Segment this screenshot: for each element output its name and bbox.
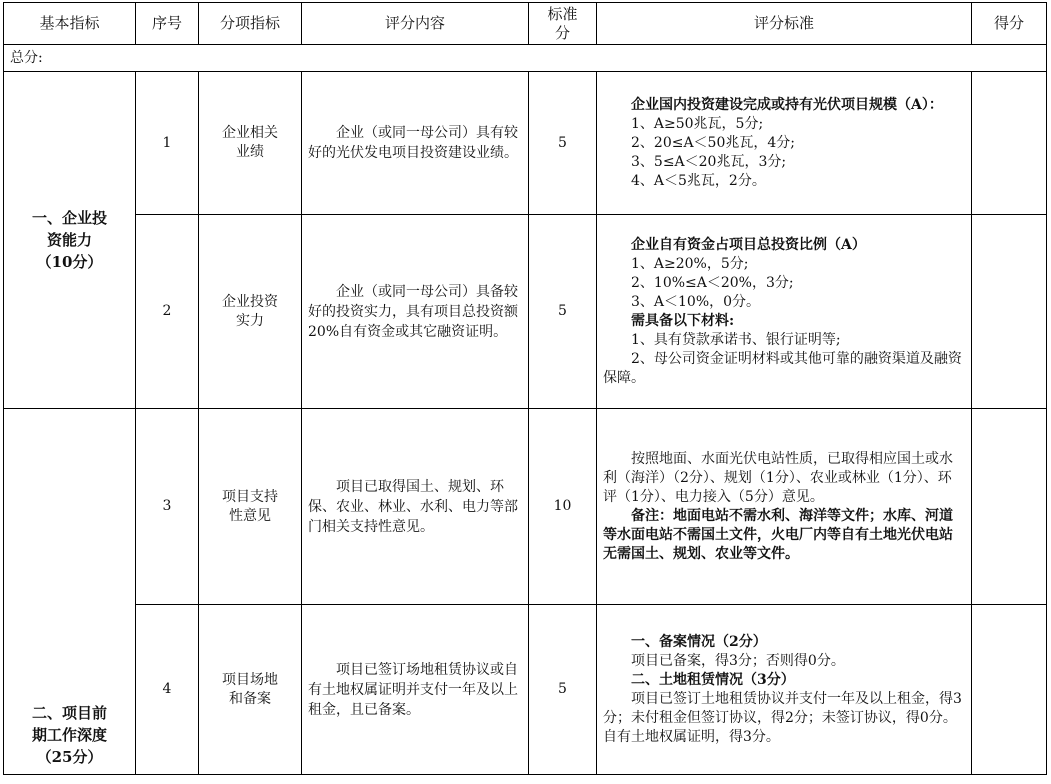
category-line: 二、项目前 (31, 704, 107, 722)
total-label: 总分: (4, 45, 1047, 72)
criteria-line: 项目已备案，得3分；否则得0分。 (631, 652, 845, 669)
header-standard-line1: 标准 (547, 4, 578, 23)
score-cell[interactable] (972, 605, 1047, 775)
content-text: 企业（或同一母公司）具有较好的光伏发电项目投资建设业绩。 (308, 125, 518, 161)
category-preliminary-work (4, 409, 136, 775)
row-number: 3 (136, 409, 199, 605)
criteria-cell (597, 605, 972, 775)
score-cell[interactable] (972, 409, 1047, 605)
category-line: 资能力 (46, 231, 92, 249)
content-cell (302, 409, 529, 605)
content-text: 项目已签订场地租赁协议或自有土地权属证明并支付一年及以上租金，且已备案。 (308, 661, 518, 718)
content-cell (302, 215, 529, 409)
criteria-line: 需具备以下材料: (631, 312, 735, 329)
criteria-line: 二、土地租赁情况（3分） (631, 671, 795, 688)
sub-indicator (199, 409, 302, 605)
category-investment-capacity (4, 72, 136, 409)
criteria-line: 企业自有资金占项目总投资比例（A） (631, 236, 866, 253)
category-line: （10分） (36, 253, 103, 271)
criteria-line: 企业国内投资建设完成或持有光伏项目规模（A）： (631, 96, 943, 113)
sub-indicator-line: 项目支持 (222, 488, 278, 505)
header-content: 评分内容 (302, 3, 529, 45)
criteria-line: 1、具有贷款承诺书、银行证明等; (631, 331, 841, 348)
header-standard-line2: 分 (554, 23, 570, 42)
criteria-line: 1、A≥20%，5分; (631, 255, 749, 272)
criteria-line: 3、A＜10%，0分。 (631, 293, 761, 310)
sub-indicator-line: 企业投资 (222, 293, 278, 310)
standard-score: 5 (529, 72, 597, 215)
header-basic-indicator: 基本指标 (4, 3, 136, 45)
standard-score: 5 (529, 215, 597, 409)
total-row (4, 45, 1047, 72)
header-sub-indicator: 分项指标 (199, 3, 302, 45)
content-text: 企业（或同一母公司）具备较好的投资实力，具有项目总投资额20%自有资金或其它融资证明。 (308, 283, 518, 340)
table-row (4, 215, 1047, 409)
header-row (4, 3, 1047, 45)
sub-indicator (199, 72, 302, 215)
sub-indicator-line: 性意见 (229, 507, 271, 524)
standard-score: 10 (529, 409, 597, 605)
header-criteria: 评分标准 (597, 3, 972, 45)
criteria-line: 项目已签订土地租赁协议并支付一年及以上租金，得3分；未付租金但签订协议，得2分；未签订协议，得0分。自有土地权属证明，得3分。 (603, 690, 962, 745)
criteria-line: 一、备案情况（2分） (631, 633, 767, 650)
criteria-cell (597, 215, 972, 409)
criteria-line: 4、A＜5兆瓦，2分。 (631, 172, 766, 189)
score-cell[interactable] (972, 72, 1047, 215)
row-number: 1 (136, 72, 199, 215)
content-cell (302, 72, 529, 215)
criteria-line: 1、A≥50兆瓦，5分; (631, 115, 764, 132)
header-number: 序号 (136, 3, 199, 45)
sub-indicator (199, 605, 302, 775)
sub-indicator (199, 215, 302, 409)
sub-indicator-line: 项目场地 (222, 671, 278, 688)
criteria-cell (597, 409, 972, 605)
sub-indicator-line: 实力 (236, 312, 264, 329)
criteria-line: 2、母公司资金证明材料或其他可靠的融资渠道及融资保障。 (603, 350, 962, 386)
table-row (4, 72, 1047, 215)
sub-indicator-line: 业绩 (236, 144, 264, 160)
table-row (4, 605, 1047, 775)
row-number: 2 (136, 215, 199, 409)
category-line: （25分） (36, 748, 103, 766)
table-row (4, 409, 1047, 605)
category-line: 一、企业投 (31, 209, 107, 227)
score-cell[interactable] (972, 215, 1047, 409)
criteria-line: 3、5≤A＜20兆瓦，3分; (631, 153, 787, 170)
content-text: 项目已取得国土、规划、环保、农业、林业、水利、电力等部门相关支持性意见。 (308, 478, 518, 535)
header-score: 得分 (972, 3, 1047, 45)
criteria-line: 2、20≤A＜50兆瓦，4分; (631, 134, 796, 151)
criteria-line: 按照地面、水面光伏电站性质，已取得相应国土或水利（海洋）（2分）、规划（1分）、农业或林业（1分）、环评（1分）、电力接入（5分）意见。 (603, 450, 953, 505)
criteria-cell (597, 72, 972, 215)
criteria-line: 备注：地面电站不需水利、海洋等文件；水库、河道等水面电站不需国土文件，火电厂内等自有土地光伏电站无需国土、规划、农业等文件。 (603, 507, 953, 562)
sub-indicator-line: 企业相关 (222, 125, 278, 141)
scoring-table (3, 2, 1047, 775)
standard-score: 5 (529, 605, 597, 775)
category-line: 期工作深度 (31, 726, 107, 744)
row-number: 4 (136, 605, 199, 775)
sub-indicator-line: 和备案 (229, 690, 271, 707)
content-cell (302, 605, 529, 775)
criteria-line: 2、10%≤A＜20%，3分; (631, 274, 794, 291)
header-standard-score (529, 3, 597, 45)
